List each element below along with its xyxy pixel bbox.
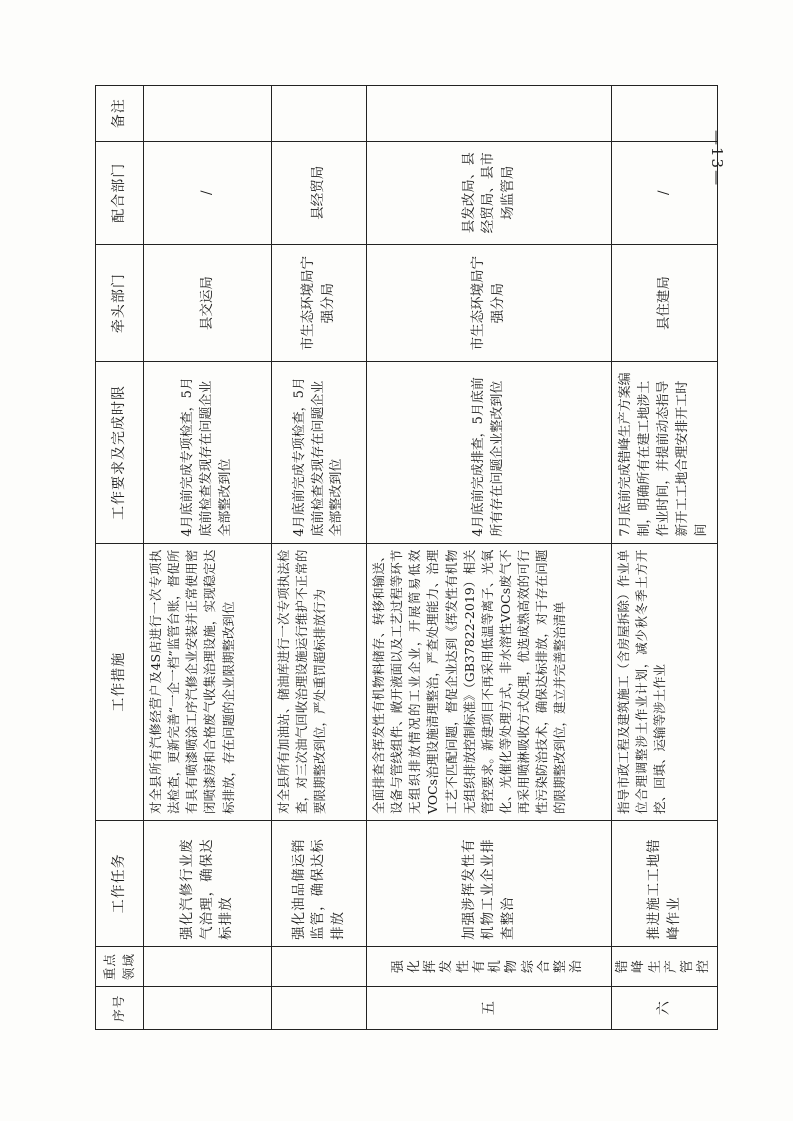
header-row [96,86,144,1030]
cell-task: 强化汽修行业废气治理，确保达标排放 [144,820,272,946]
cell-seq: 五 [367,987,612,1030]
area-text: 错峰生产管控 [615,960,712,974]
cell-measures: 对全县所有汽修经营户及4S店进行一次专项执法检查，更新完善“一企一档”监管台账，督促所有具有喷漆喷涂工序汽修企业安装并正常使用密闭喷漆房和合格废气收集治理设施，实现稳定达标排放，存在问题的企业限期整改到位 [144,543,272,820]
cell-area [612,946,718,987]
table-row [367,86,612,1030]
header-requirements: 工作要求及完成时限 [96,362,144,543]
table-row [272,86,367,1030]
cell-coop: 县经贸局 [272,141,367,244]
header-task: 工作任务 [96,820,144,946]
cell-requirements: 4月底前完成排查，5月底前所有存在问题企业整改到位 [367,362,612,543]
table-row [612,86,718,1030]
cell-coop: 县发改局、县经贸局、县市场监管局 [367,141,612,244]
cell-coop: / [612,141,718,244]
table-row [144,86,272,1030]
cell-seq: 六 [612,987,718,1030]
cell-task: 强化油品储运销监管，确保达标排放 [272,820,367,946]
header-coop: 配合部门 [96,141,144,244]
header-lead: 牵头部门 [96,244,144,361]
cell-coop: / [144,141,272,244]
header-seq: 序号 [96,987,144,1030]
cell-lead: 县住建局 [612,244,718,361]
header-area: 重点领域 [96,946,144,987]
cell-measures: 全面排查含挥发性有机物料储存、转移和输送、设备与管线组件、敞开液面以及工艺过程等环节无组织排放情况的工业企业，开展简易低效VOCs治理设施清理整治，严查处理能力、治理工艺不匹配问题，督促企业达到《挥发性有机物无组织排放控制标准》（GB37822-2019）相关管控要求。新建项目不再采用低温等离子、光氧化、光催化等处理方式，非水溶性VOCs废气不再采用喷淋吸收方式处理，优选成熟高效的可行性污染防治技术，确保达标排放，对于存在问题的限期整改到位，建立并完善整治清单 [367,543,612,820]
cell-seq [272,987,367,1030]
cell-area [144,946,272,987]
rotated-table-container [95,85,712,1030]
cell-area [367,946,612,987]
header-note: 备注 [96,86,144,142]
header-measures: 工作措施 [96,543,144,820]
cell-measures: 对全县所有加油站、储油库进行一次专项执法检查，对三次油气回收治理设施运行维护不正常的要限期整改到位，严处重罚超标排放行为 [272,543,367,820]
work-plan-table [95,85,718,1030]
cell-requirements: 4月底前完成专项检查，5月底前检查发现存在问题企业全部整改到位 [144,362,272,543]
cell-measures: 指导市政工程及建筑施工（含房屋拆除）作业单位合理调整涉土作业计划，减少秋冬季土方开挖、回填、运输等涉土作业 [612,543,718,820]
cell-lead: 县交运局 [144,244,272,361]
cell-task: 推进施工工地错峰作业 [612,820,718,946]
cell-seq [144,987,272,1030]
cell-requirements: 7月底前完成错峰生产方案编制，明确所有在建工地涉土作业时间，并提前动态指导新开工工地合理安排开工时间 [612,362,718,543]
cell-area [272,946,367,987]
cell-lead: 市生态环境局宁强分局 [367,244,612,361]
area-text: 强化挥发性有机物综合整治 [390,960,585,974]
cell-note [612,86,718,142]
cell-note [144,86,272,142]
cell-note [272,86,367,142]
cell-requirements: 4月底前完成专项检查，5月底前检查发现存在问题企业全部整改到位 [272,362,367,543]
cell-task: 加强涉挥发性有机物工业企业排查整治 [367,820,612,946]
page-number: —13— [708,130,726,188]
cell-lead: 市生态环境局宁强分局 [272,244,367,361]
cell-note [367,86,612,142]
